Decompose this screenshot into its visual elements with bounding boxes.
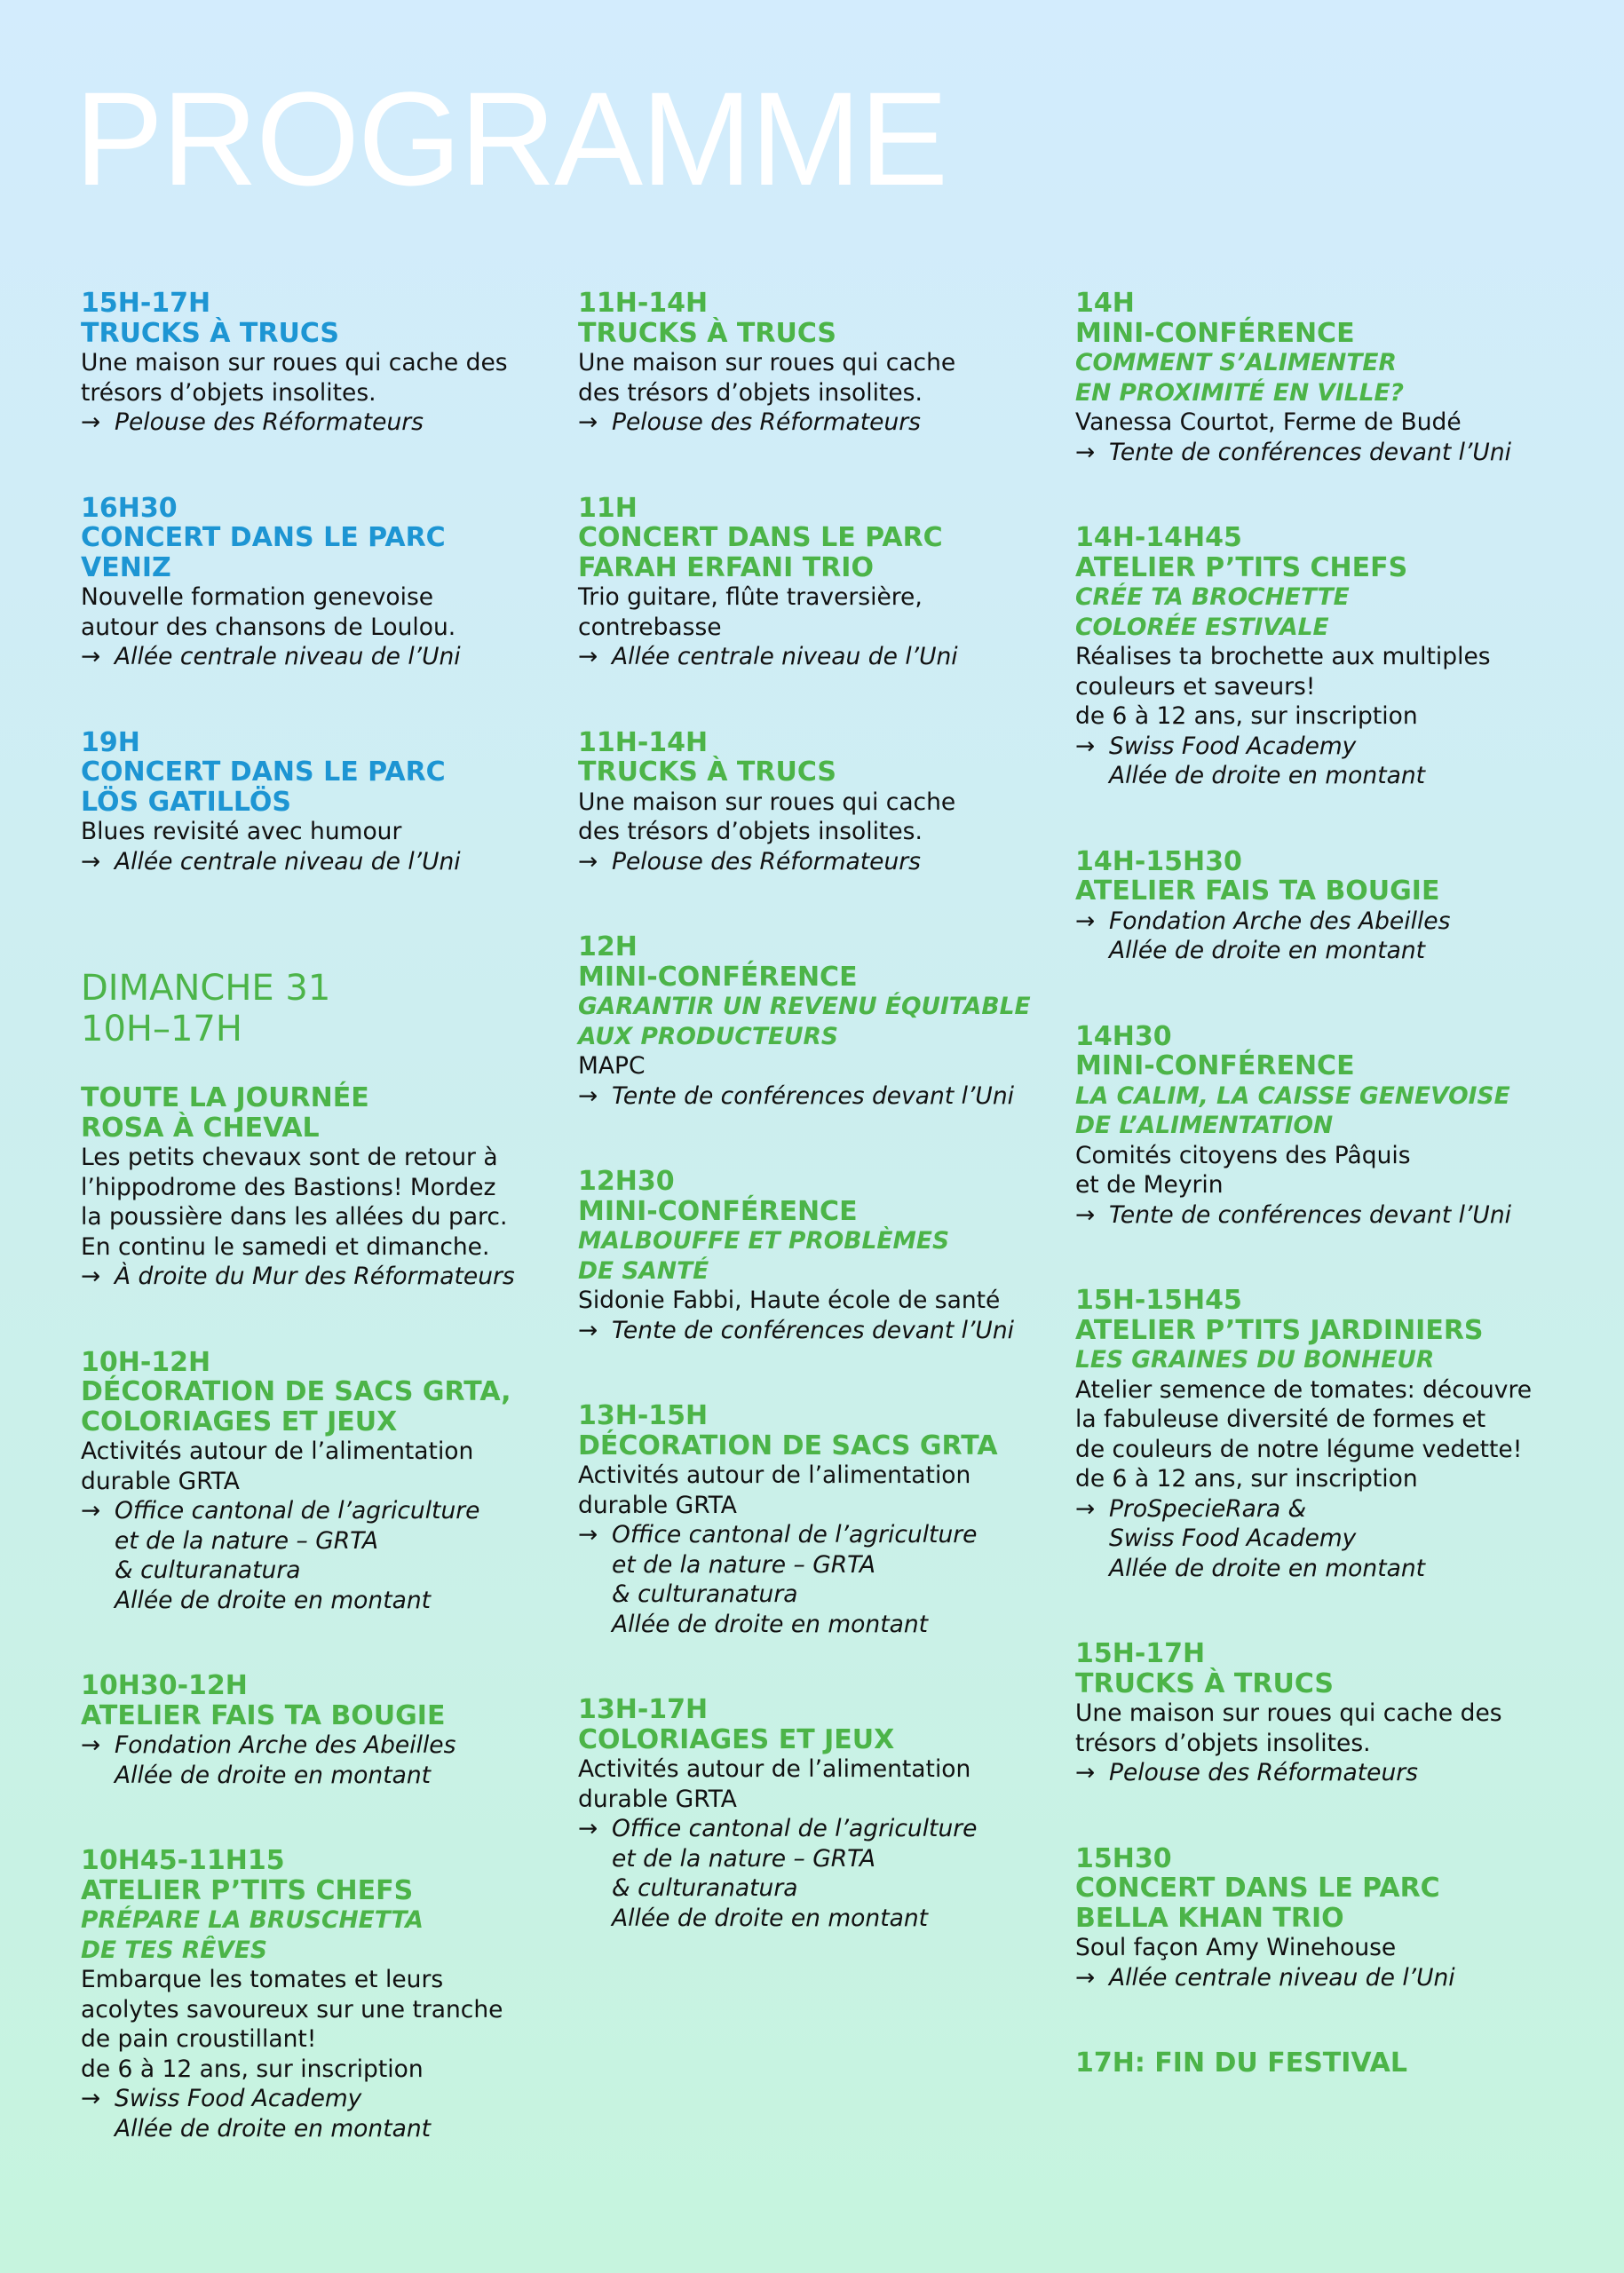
event-location: Allée de droite en montant xyxy=(612,1904,929,1932)
column-sunday-afternoon xyxy=(1075,289,1546,2079)
event-description: Blues revisité avec humour xyxy=(81,818,402,845)
event-location: Allée de droite en montant xyxy=(1109,1554,1426,1582)
event-description: acolytes savoureux sur une tranche xyxy=(81,1995,503,2024)
event-location: → Office cantonal de l’agriculture xyxy=(578,1521,978,1548)
event-description: Une maison sur roues qui cache xyxy=(578,349,956,376)
event-description: durable GRTA xyxy=(81,1467,240,1495)
event-title: ATELIER FAIS TA BOUGIE xyxy=(81,1699,446,1731)
arrow-right-icon: → xyxy=(578,1815,598,1842)
event-time: 12H30 xyxy=(578,1166,675,1197)
event-title: TRUCKS À TRUCS xyxy=(1075,1667,1335,1699)
event-location: → Pelouse des Réformateurs xyxy=(81,408,424,436)
event-description: contrebasse xyxy=(578,613,722,641)
event-atelier-bougie-2 xyxy=(1075,847,1546,966)
event-description: couleurs et saveurs! xyxy=(1075,672,1316,701)
event-description: durable GRTA xyxy=(578,1785,737,1813)
event-title: COLORIAGES ET JEUX xyxy=(81,1406,398,1437)
arrow-right-icon: → xyxy=(578,1081,598,1110)
arrow-right-icon: → xyxy=(81,1263,101,1290)
event-mini-conference-calim xyxy=(1075,1022,1546,1231)
event-description: des trésors d’objets insolites. xyxy=(578,378,923,407)
event-title: TRUCKS À TRUCS xyxy=(578,756,837,788)
event-location: → Fondation Arche des Abeilles xyxy=(1075,907,1451,935)
event-description: trésors d’objets insolites. xyxy=(81,378,376,407)
event-title: ATELIER FAIS TA BOUGIE xyxy=(1075,875,1440,907)
event-description: Activités autour de l’alimentation xyxy=(578,1755,971,1783)
event-title: ATELIER P’TITS CHEFS xyxy=(1075,551,1408,583)
event-concert-farah-erfani xyxy=(578,494,1049,672)
event-location: & culturanatura xyxy=(612,1874,798,1902)
event-subtitle: DE TES RÊVES xyxy=(81,1936,268,1964)
event-description: Réalises ta brochette aux multiples xyxy=(1075,643,1491,670)
event-description: Soul façon Amy Winehouse xyxy=(1075,1934,1397,1961)
event-title: DÉCORATION DE SACS GRTA xyxy=(578,1430,998,1461)
event-location: et de la nature – GRTA xyxy=(115,1526,379,1555)
event-location: & culturanatura xyxy=(612,1580,798,1608)
event-location: Allée de droite en montant xyxy=(115,1586,432,1614)
event-time: 10H45-11H15 xyxy=(81,1845,285,1876)
event-concert-los-gatillos xyxy=(81,728,551,877)
event-rosa-a-cheval xyxy=(81,1083,551,1292)
event-subtitle: DE L’ALIMENTATION xyxy=(1075,1112,1334,1139)
event-description: Atelier semence de tomates: découvre xyxy=(1075,1375,1533,1404)
column-sunday-midday xyxy=(578,289,1049,1933)
event-title: ATELIER P’TITS JARDINIERS xyxy=(1075,1314,1484,1346)
event-description: et de Meyrin xyxy=(1075,1171,1224,1199)
event-trucks-a-trucs-4 xyxy=(1075,1639,1546,1788)
event-concert-bella-khan xyxy=(1075,1844,1546,1993)
event-title: CONCERT DANS LE PARC xyxy=(81,522,446,553)
event-coloriages-jeux xyxy=(578,1695,1049,1933)
event-time: 10H-12H xyxy=(81,1346,211,1378)
event-title: LÖS GATILLÖS xyxy=(81,786,292,818)
arrow-right-icon: → xyxy=(1075,438,1096,466)
event-description: Les petits chevaux sont de retour à xyxy=(81,1144,498,1171)
event-description: durable GRTA xyxy=(578,1491,737,1519)
event-title: DÉCORATION DE SACS GRTA, xyxy=(81,1376,511,1407)
arrow-right-icon: → xyxy=(81,408,101,436)
event-description: de couleurs de notre légume vedette! xyxy=(1075,1435,1523,1463)
day-hours: 10H–17H xyxy=(81,1009,242,1049)
event-title: VENIZ xyxy=(81,551,171,583)
day-title: DIMANCHE 31 xyxy=(81,968,331,1009)
event-decoration-sacs-coloriages xyxy=(81,1348,551,1616)
event-location: → Pelouse des Réformateurs xyxy=(1075,1759,1418,1786)
event-time: 14H-14H45 xyxy=(1075,522,1242,553)
event-location: → Pelouse des Réformateurs xyxy=(578,847,921,875)
event-title: BELLA KHAN TRIO xyxy=(1075,1902,1344,1934)
event-title: ROSA À CHEVAL xyxy=(81,1112,320,1144)
event-time: 15H-15H45 xyxy=(1075,1285,1242,1316)
event-description: Vanessa Courtot, Ferme de Budé xyxy=(1075,408,1462,436)
event-trucks-a-trucs-1 xyxy=(81,289,551,438)
event-title: COLORIAGES ET JEUX xyxy=(578,1723,895,1755)
event-subtitle: CRÉE TA BROCHETTE xyxy=(1075,583,1350,611)
event-location: → Tente de conférences devant l’Uni xyxy=(578,1081,1014,1110)
event-description: la fabuleuse diversité de formes et xyxy=(1075,1406,1486,1433)
event-time: 13H-15H xyxy=(578,1400,709,1431)
event-location: → Office cantonal de l’agriculture xyxy=(81,1497,480,1525)
event-trucks-a-trucs-2 xyxy=(578,289,1049,438)
arrow-right-icon: → xyxy=(81,847,101,875)
event-description: trésors d’objets insolites. xyxy=(1075,1729,1371,1757)
event-time: 10H30-12H xyxy=(81,1670,248,1701)
event-title: MINI-CONFÉRENCE xyxy=(1075,317,1355,349)
event-subtitle: LA CALIM, LA CAISSE GENEVOISE xyxy=(1075,1081,1510,1110)
event-atelier-ptits-jardiniers xyxy=(1075,1286,1546,1583)
event-description: de pain croustillant! xyxy=(81,2025,317,2053)
event-title: MINI-CONFÉRENCE xyxy=(1075,1050,1355,1081)
event-atelier-ptits-chefs-brochette xyxy=(1075,523,1546,791)
event-description: des trésors d’objets insolites. xyxy=(578,818,923,845)
arrow-right-icon: → xyxy=(578,408,598,436)
event-time: 16H30 xyxy=(81,492,178,524)
event-location: Allée de droite en montant xyxy=(612,1610,929,1638)
event-trucks-a-trucs-3 xyxy=(578,728,1049,877)
event-description: Comités citoyens des Pâquis xyxy=(1075,1141,1411,1169)
event-location: → Office cantonal de l’agriculture xyxy=(578,1815,978,1842)
event-location: Allée de droite en montant xyxy=(1109,762,1426,789)
event-location: → Fondation Arche des Abeilles xyxy=(81,1731,456,1759)
event-description: Activités autour de l’alimentation xyxy=(81,1437,474,1465)
arrow-right-icon: → xyxy=(1075,1963,1096,1992)
arrow-right-icon: → xyxy=(81,2085,101,2112)
event-time: 15H-17H xyxy=(81,288,211,319)
event-location: Allée de droite en montant xyxy=(115,2114,432,2142)
event-location: → Allée centrale niveau de l’Uni xyxy=(578,643,958,670)
event-location: → Tente de conférences devant l’Uni xyxy=(1075,1200,1511,1229)
column-saturday-evening-sunday-morning xyxy=(81,289,551,2143)
event-concert-veniz xyxy=(81,494,551,672)
event-location: → Swiss Food Academy xyxy=(1075,732,1357,760)
event-mini-conference-proximite xyxy=(1075,289,1546,467)
event-description: de 6 à 12 ans, sur inscription xyxy=(1075,702,1418,730)
event-description: Une maison sur roues qui cache des xyxy=(81,349,508,376)
event-title: CONCERT DANS LE PARC xyxy=(81,756,446,788)
event-time: 11H-14H xyxy=(578,288,709,319)
event-location: → À droite du Mur des Réformateurs xyxy=(81,1263,515,1290)
event-time: 15H-17H xyxy=(1075,1638,1206,1669)
event-description: de 6 à 12 ans, sur inscription xyxy=(81,2055,424,2083)
event-location: → Allée centrale niveau de l’Uni xyxy=(81,643,461,670)
event-location: → Pelouse des Réformateurs xyxy=(578,408,921,436)
event-time: 14H-15H30 xyxy=(1075,845,1242,877)
event-title: MINI-CONFÉRENCE xyxy=(578,1195,858,1227)
event-time: 11H xyxy=(578,492,638,524)
event-location: Allée de droite en montant xyxy=(115,1761,432,1789)
event-description: Nouvelle formation genevoise xyxy=(81,583,434,611)
event-time: 14H xyxy=(1075,288,1135,319)
event-description: MAPC xyxy=(578,1052,646,1080)
event-description: Embarque les tomates et leurs xyxy=(81,1966,444,1993)
event-title: ATELIER P’TITS CHEFS xyxy=(81,1874,414,1906)
arrow-right-icon: → xyxy=(578,847,598,875)
event-description: Une maison sur roues qui cache des xyxy=(1075,1699,1502,1727)
arrow-right-icon: → xyxy=(1075,907,1096,935)
event-subtitle: PRÉPARE LA BRUSCHETTA xyxy=(81,1906,424,1934)
event-atelier-ptits-chefs-bruschetta xyxy=(81,1846,551,2143)
arrow-right-icon: → xyxy=(81,1497,101,1525)
arrow-right-icon: → xyxy=(1075,1759,1096,1786)
day-heading-sunday xyxy=(81,968,551,1049)
event-description: autour des chansons de Loulou. xyxy=(81,613,456,641)
event-location: Swiss Food Academy xyxy=(1109,1525,1357,1552)
event-mini-conference-revenu xyxy=(578,932,1049,1111)
event-location: → Allée centrale niveau de l’Uni xyxy=(1075,1963,1455,1992)
event-time: TOUTE LA JOURNÉE xyxy=(81,1082,369,1113)
event-description: de 6 à 12 ans, sur inscription xyxy=(1075,1465,1418,1493)
event-atelier-bougie-1 xyxy=(81,1671,551,1790)
event-description: l’hippodrome des Bastions! Mordez xyxy=(81,1173,496,1201)
event-description: la poussière dans les allées du parc. xyxy=(81,1203,508,1231)
event-title: CONCERT DANS LE PARC xyxy=(1075,1873,1440,1904)
event-title: FARAH ERFANI TRIO xyxy=(578,551,874,583)
arrow-right-icon: → xyxy=(1075,1494,1096,1523)
event-time: 11H-14H xyxy=(578,726,709,758)
event-description: Activités autour de l’alimentation xyxy=(578,1461,971,1489)
arrow-right-icon: → xyxy=(1075,732,1096,760)
event-location: → ProSpecieRara & xyxy=(1075,1494,1307,1523)
festival-end-notice: 17H: FIN DU FESTIVAL xyxy=(1075,2047,1407,2079)
event-location: → Tente de conférences devant l’Uni xyxy=(1075,438,1511,466)
page-title: PROGRAMME xyxy=(75,64,947,213)
arrow-right-icon: → xyxy=(1075,1200,1096,1229)
event-subtitle: AUX PRODUCTEURS xyxy=(578,1022,839,1050)
event-time: 12H xyxy=(578,931,638,962)
event-subtitle: EN PROXIMITÉ EN VILLE? xyxy=(1075,378,1404,407)
event-mini-conference-malbouffe xyxy=(578,1167,1049,1345)
event-decoration-sacs xyxy=(578,1401,1049,1639)
arrow-right-icon: → xyxy=(578,1316,598,1344)
event-title: TRUCKS À TRUCS xyxy=(81,317,340,349)
event-location: Allée de droite en montant xyxy=(1109,937,1426,964)
event-description: Une maison sur roues qui cache xyxy=(578,788,956,816)
event-description: Sidonie Fabbi, Haute école de santé xyxy=(578,1287,1001,1314)
event-description: Trio guitare, flûte traversière, xyxy=(578,583,923,611)
event-subtitle: DE SANTÉ xyxy=(578,1256,709,1285)
event-time: 19H xyxy=(81,726,140,758)
event-description: En continu le samedi et dimanche. xyxy=(81,1232,490,1261)
event-subtitle: MALBOUFFE ET PROBLÈMES xyxy=(578,1227,950,1255)
event-title: TRUCKS À TRUCS xyxy=(578,317,837,349)
event-location: et de la nature – GRTA xyxy=(612,1844,876,1873)
event-time: 15H30 xyxy=(1075,1842,1172,1874)
arrow-right-icon: → xyxy=(578,643,598,670)
event-time: 14H30 xyxy=(1075,1020,1172,1052)
event-subtitle: COLORÉE ESTIVALE xyxy=(1075,613,1329,641)
arrow-right-icon: → xyxy=(81,643,101,670)
arrow-right-icon: → xyxy=(578,1521,598,1548)
event-time: 13H-17H xyxy=(578,1694,709,1725)
event-subtitle: GARANTIR UN REVENU ÉQUITABLE xyxy=(578,993,1031,1020)
event-subtitle: LES GRAINES DU BONHEUR xyxy=(1075,1346,1435,1374)
event-location: → Tente de conférences devant l’Uni xyxy=(578,1316,1014,1344)
event-subtitle: COMMENT S’ALIMENTER xyxy=(1075,349,1397,376)
event-title: CONCERT DANS LE PARC xyxy=(578,522,943,553)
event-location: → Swiss Food Academy xyxy=(81,2085,362,2112)
event-location: et de la nature – GRTA xyxy=(612,1550,876,1579)
event-location: → Allée centrale niveau de l’Uni xyxy=(81,847,461,875)
arrow-right-icon: → xyxy=(81,1731,101,1759)
event-title: MINI-CONFÉRENCE xyxy=(578,961,858,993)
event-location: & culturanatura xyxy=(115,1556,301,1584)
